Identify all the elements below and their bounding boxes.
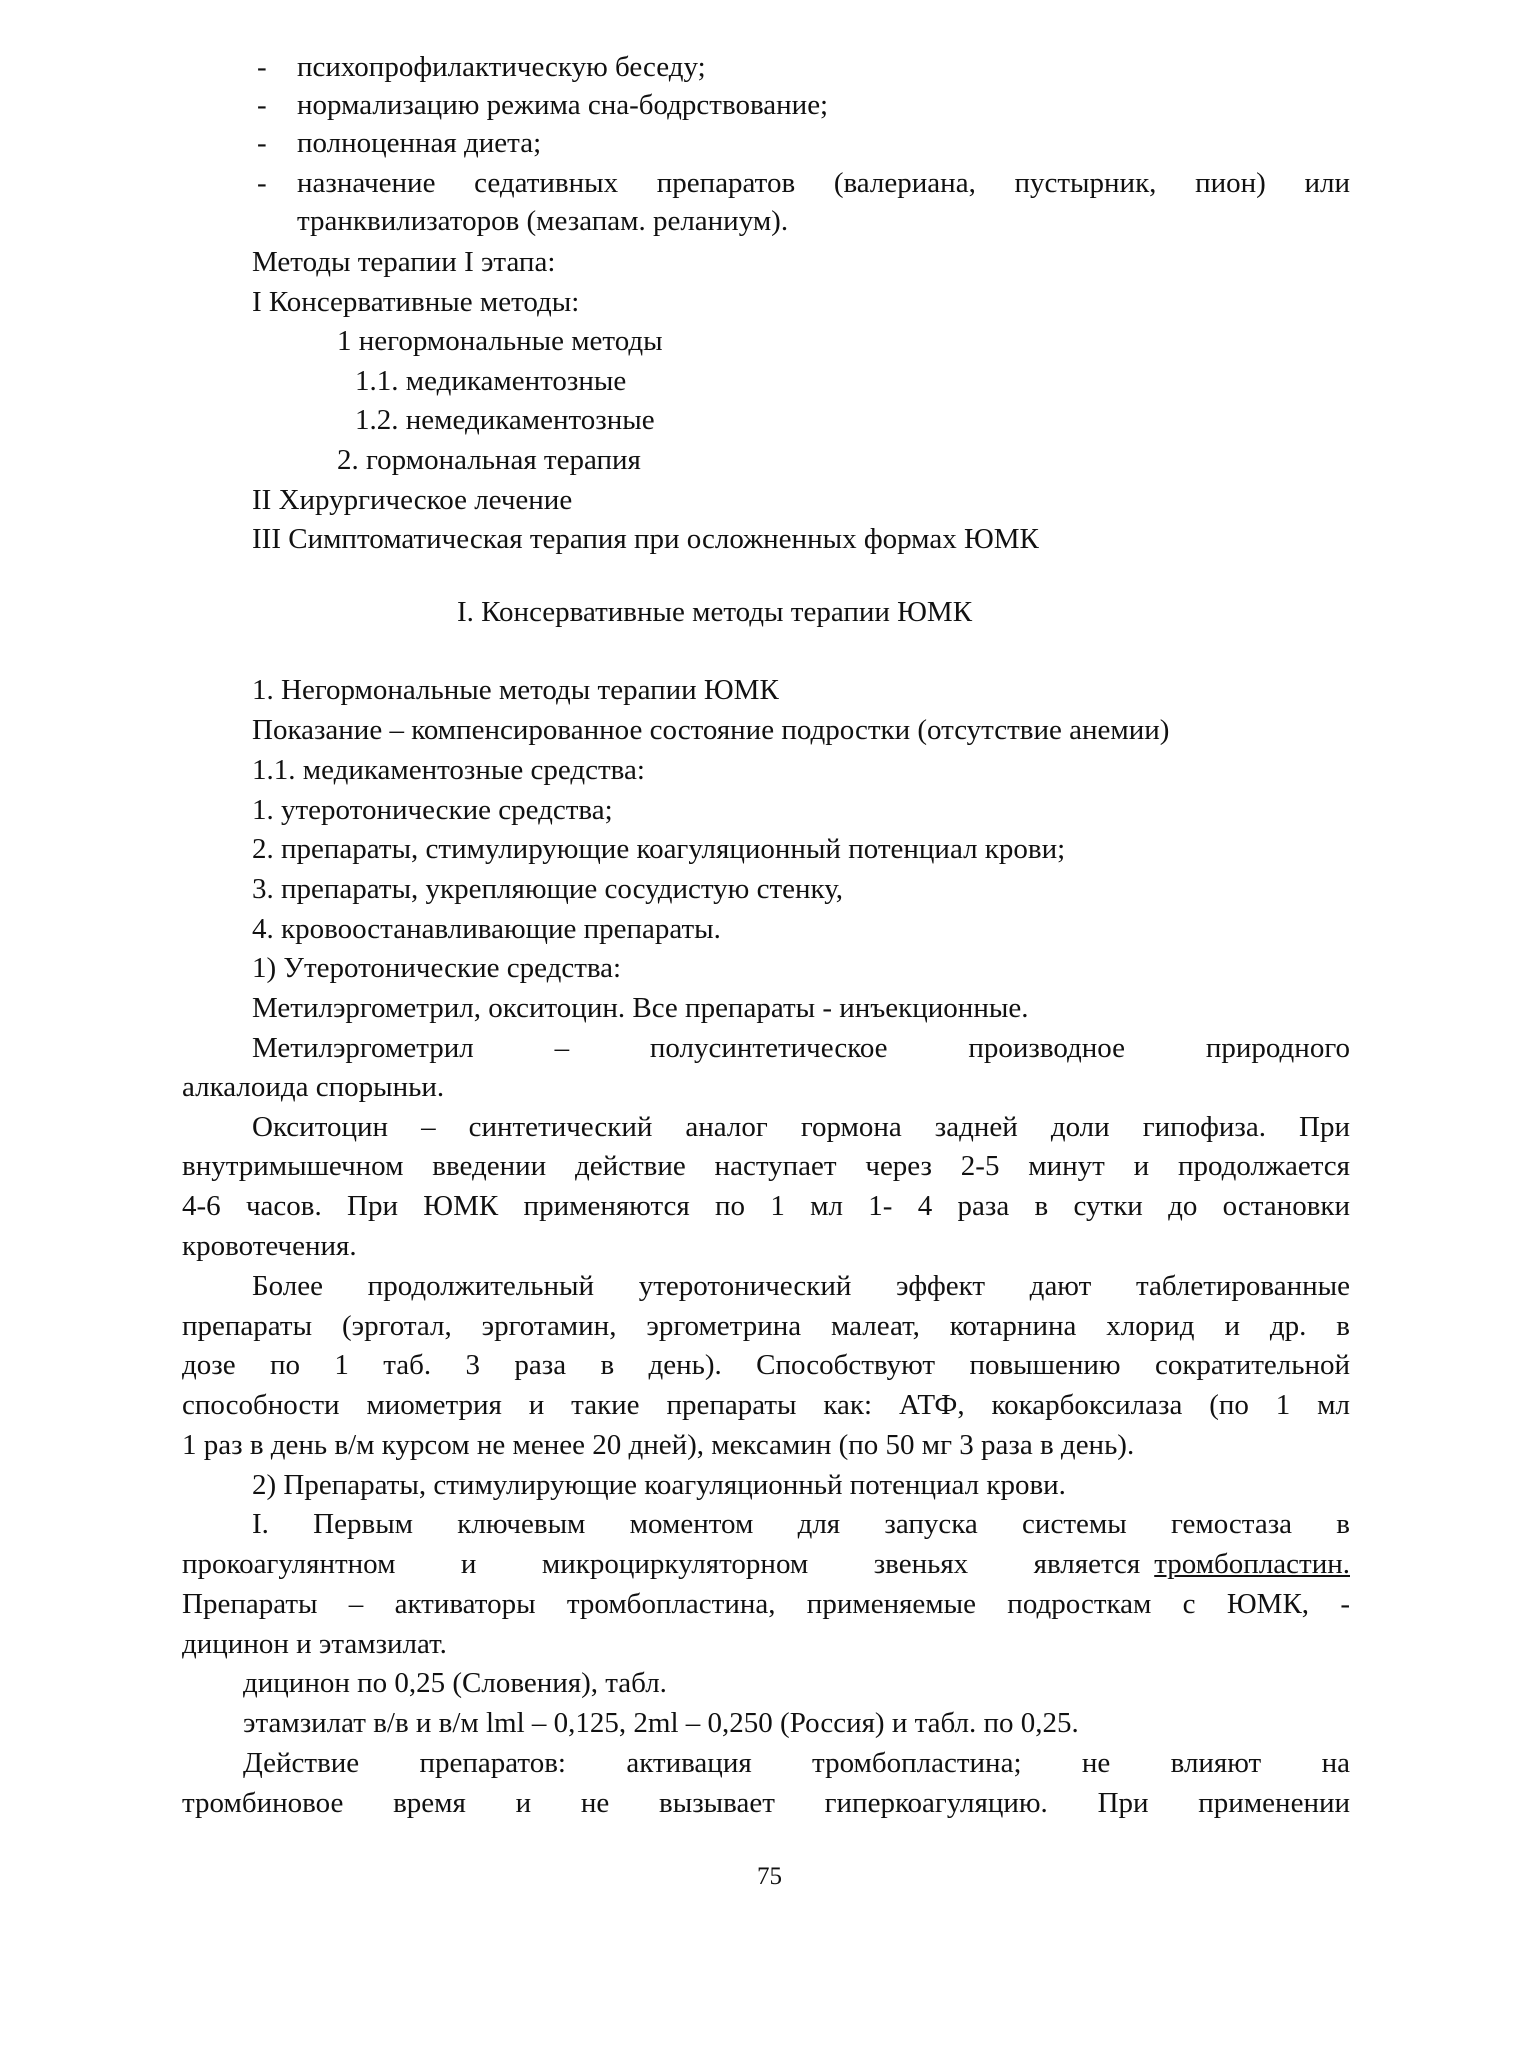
text-line: Более продолжительный утеротонический эффект дают таблетированные: [252, 1270, 1350, 1302]
page-number: 75: [757, 1863, 782, 1890]
text-line: внутримышечном введении действие наступает через 2-5 минут и продолжается: [182, 1150, 1350, 1182]
text-line: 3. препараты, укрепляющие сосудистую стенку,: [252, 873, 844, 905]
list-item: нормализацию режима сна-бодрствование;: [297, 89, 829, 121]
list-item: назначение седативных препаратов (валериана, пустырник, пион) или: [297, 167, 1350, 199]
outline-item: 1.1. медикаментозные: [355, 365, 627, 397]
text-line: Показание – компенсированное состояние подростки (отсутствие анемии): [252, 714, 1170, 746]
text-line: 1 раз в день в/м курсом не менее 20 дней), мексамин (по 50 мг 3 раза в день).: [182, 1429, 1135, 1461]
text-line: Окситоцин – синтетический аналог гормона задней доли гипофиза. При: [252, 1111, 1350, 1143]
list-item: полноценная диета;: [297, 127, 542, 159]
underlined-term: тромбопластин.: [1154, 1548, 1350, 1580]
text-line: Метилэргометрил – полусинтетическое производное природного: [252, 1032, 1350, 1064]
outline-item: I Консервативные методы:: [252, 286, 580, 318]
text-line: 1) Утеротонические средства:: [252, 952, 622, 984]
text-line: дозе по 1 таб. 3 раза в день). Способствуют повышению сократительной: [182, 1349, 1350, 1381]
text-line: 4. кровоостанавливающие препараты.: [252, 913, 721, 945]
text-line: тромбиновое время и не вызывает гиперкоагуляцию. При применении: [182, 1787, 1350, 1819]
methods-title: Методы терапии I этапа:: [252, 246, 556, 278]
text-line: способности миометрия и такие препараты как: АТФ, кокарбоксилаза (по 1 мл: [182, 1389, 1350, 1421]
list-dash: -: [257, 167, 267, 199]
text-line: 1. утеротонические средства;: [252, 794, 613, 826]
text-line: препараты (эрготал, эрготамин, эргометрина малеат, котарнина хлорид и др. в: [182, 1310, 1350, 1342]
list-item: психопрофилактическую беседу;: [297, 51, 706, 83]
list-dash: -: [257, 127, 267, 159]
text-line: 1. Негормональные методы терапии ЮМК: [252, 674, 779, 706]
section-heading: I. Консервативные методы терапии ЮМК: [457, 596, 973, 628]
text-line: I. Первым ключевым моментом для запуска системы гемостаза в: [252, 1508, 1350, 1540]
text-line: кровотечения.: [182, 1230, 357, 1262]
text-line: дицинон и этамзилат.: [182, 1628, 447, 1660]
text-line: алкалоида спорыньи.: [182, 1071, 445, 1103]
outline-item: 1.2. немедикаментозные: [355, 404, 655, 436]
text-line: Метилэргометрил, окситоцин. Все препараты - инъекционные.: [252, 992, 1029, 1024]
text-line: Препараты – активаторы тромбопластина, применяемые подросткам с ЮМК, -: [182, 1588, 1350, 1620]
outline-item: 1 негормональные методы: [337, 325, 663, 357]
list-item-continuation: транквилизаторов (мезапам. реланиум).: [297, 205, 789, 237]
outline-item: III Симптоматическая терапия при осложненных формах ЮМК: [252, 523, 1039, 555]
text-line: этамзилат в/в и в/м lml – 0,125, 2ml – 0,250 (Россия) и табл. по 0,25.: [243, 1707, 1079, 1739]
text-line: 2) Препараты, стимулирующие коагуляционньй потенциал крови.: [252, 1469, 1066, 1501]
text-line: Действие препаратов: активация тромбопластина; не влияют на: [243, 1747, 1350, 1779]
text-line: 2. препараты, стимулирующие коагуляционный потенциал крови;: [252, 833, 1066, 865]
text-line: [182, 1547, 1350, 1581]
list-dash: -: [257, 51, 267, 83]
list-dash: -: [257, 89, 267, 121]
text-segment: прокоагулянтном и микроциркуляторном звеньях является: [182, 1548, 1141, 1580]
text-line: 4-6 часов. При ЮМК применяются по 1 мл 1- 4 раза в сутки до остановки: [182, 1190, 1350, 1222]
outline-item: 2. гормональная терапия: [337, 444, 641, 476]
outline-item: II Хирургическое лечение: [252, 484, 573, 516]
text-line: 1.1. медикаментозные средства:: [252, 754, 645, 786]
text-line: дицинон по 0,25 (Словения), табл.: [243, 1667, 667, 1699]
